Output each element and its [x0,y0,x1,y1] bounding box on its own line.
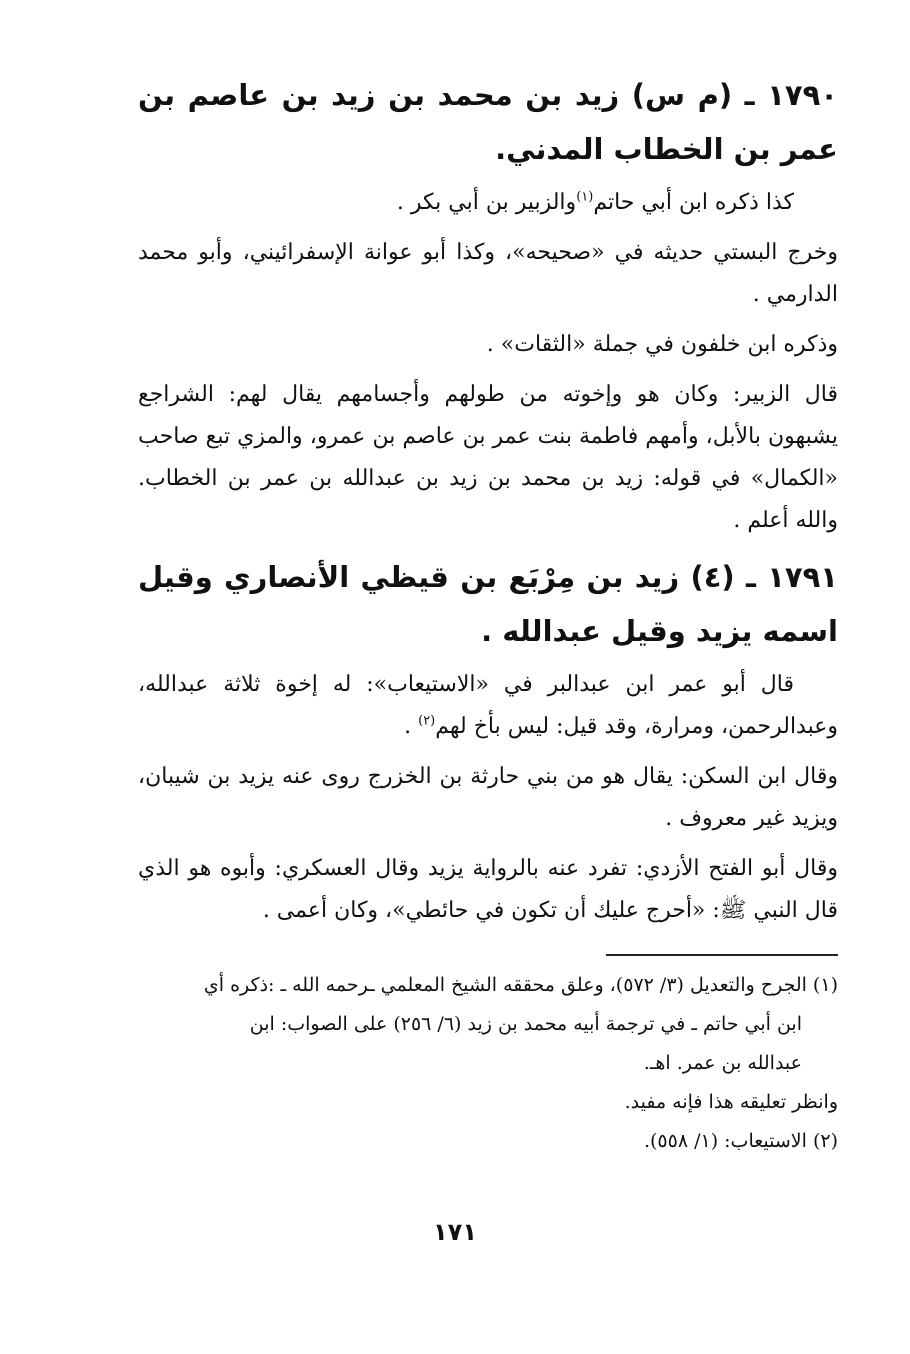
footnote-line: عبدالله بن عمر. اهـ. [643,1052,802,1074]
footnotes [138,966,838,1161]
paragraph-text: والزبير بن أبي بكر . [396,190,577,215]
footnote-marker: (١) [576,189,594,205]
footnote-separator [606,954,838,956]
paragraph [138,664,838,748]
footnote-line: ابن أبي حاتم ـ في ترجمة أبيه محمد بن زيد (٦/ ٢٥٦) على الصواب: ابن [249,1013,802,1035]
paragraph: قال الزبير: وكان هو وإخوته من طولهم وأجسامهم يقال لهم: الشراجع يشبهون بالأبل، وأمهم فاطمة بنت عمر بن عاصم بن عمرو، والمزي تبع صاحب «الكمال» في قوله: زيد بن محمد بن زيد بن عبدالله بن عمر بن الخطاب. والله أعلم . [138,382,838,533]
paragraph-text: كذا ذكره ابن أبي حاتم [593,190,794,215]
footnote-line: وانظر تعليقه هذا فإنه مفيد. [624,1091,838,1113]
page-number: ١٧١ [433,1218,477,1246]
paragraph: وقال أبو الفتح الأزدي: تفرد عنه بالرواية يزيد وقال العسكري: وأبوه هو الذي قال النبي ﷺ: «أحرج عليك أن تكون في حائطي»، وكان أعمى . [138,856,838,923]
paragraph: وذكره ابن خلفون في جملة «الثقات» . [486,332,838,357]
paragraph: وخرج البستي حديثه في «صحيحه»، وكذا أبو عوانة الإسفرائيني، وأبو محمد الدارمي . [138,240,838,307]
paragraph: وقال ابن السكن: يقال هو من بني حارثة بن الخزرج روى عنه يزيد بن شيبان، ويزيد غير معروف . [138,764,838,831]
entry-heading: ١٧٩١ ـ (٤) زيد بن مِرْبَع بن قيظي الأنصاري وقيل اسمه يزيد وقيل عبدالله . [138,560,838,648]
footnote-marker: (٢) [418,713,436,729]
book-page [138,68,838,1161]
paragraph-text: . [404,714,419,739]
paragraph [138,182,838,224]
entry-heading: ١٧٩٠ ـ (م س) زيد بن محمد بن زيد بن عاصم بن عمر بن الخطاب المدني. [138,78,838,166]
paragraph-text: قال أبو عمر ابن عبدالبر في «الاستيعاب»: له إخوة ثلاثة عبدالله، وعبدالرحمن، ومرارة، وقد قيل: ليس بأخ لهم [138,672,838,739]
footnote-line: (٢) الاستيعاب: (١/ ٥٥٨). [643,1130,838,1152]
footnote-line: (١) الجرح والتعديل (٣/ ٥٧٢)، وعلق محققه الشيخ المعلمي ـرحمه الله ـ :ذكره أي [203,974,838,996]
